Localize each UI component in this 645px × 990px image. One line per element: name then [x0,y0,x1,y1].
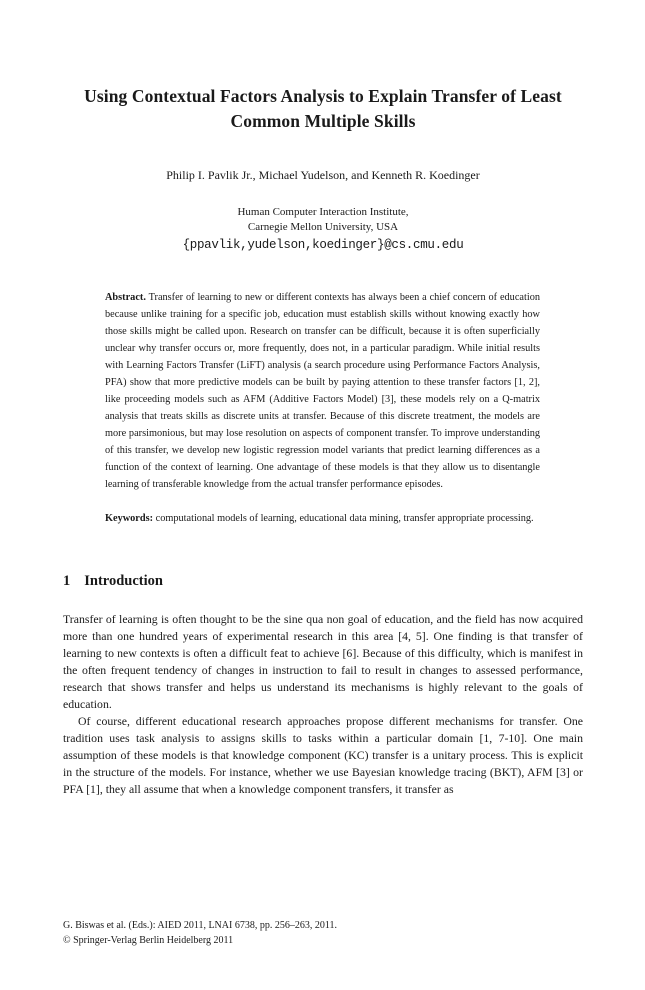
affiliation-line-2: Carnegie Mellon University, USA [247,221,399,233]
page-footer [63,919,583,948]
authors-email: {ppavlik,yudelson,koedinger}@cs.cmu.edu [182,238,464,252]
affiliation-block [63,205,583,235]
paper-content-column [63,0,583,798]
keywords-text: computational models of learning, educational data mining, transfer appropriate processing. [153,513,534,524]
footer-editors-line: G. Biswas et al. (Eds.): AIED 2011, LNAI 6738, pp. 256–263, 2011. [63,920,337,931]
section-1-number: 1 [63,573,71,589]
keywords-label: Keywords: [105,513,154,524]
section-1-title: Introduction [84,573,163,589]
paper-title: Using Contextual Factors Analysis to Explain Transfer of Least Common Multiple Skills [84,86,562,131]
abstract-label: Abstract. [105,292,146,303]
abstract-block [105,289,540,493]
affiliation-line-1: Human Computer Interaction Institute, [237,206,409,218]
abstract-text: Transfer of learning to new or different contexts has always been a chief concern of education because unlike training for a specific job, education must establish skills without knowing exactly how those skills might be called upon. Research on transfer can be difficult, because it is often superficially unclear why transfer occurs or, more frequently, does not, in a particular paradigm. While initial results with Learning Factors Transfer (LiFT) analysis (a search procedure using Performance Factors Analysis, PFA) show that more predictive models can be built by paying attention to these transfer factors [1, 2], like proceeding models such as AFM (Additive Factors Model) [3], these models rely on a Q-matrix analysis that treats skills as discrete units at transfer. Because of this discrete treatment, the models are more parsimonious, but may lose resolution on aspects of component transfer. To improve understanding of this transfer, we develop new logistic regression model variants that predict learning differences as a function of the context of learning. One advantage of these models is that they allow us to disentangle learning of transferable knowledge from the actual transfer performance episodes. [105,292,540,490]
footer-copyright-line: © Springer-Verlag Berlin Heidelberg 2011 [63,934,234,946]
keywords-block [105,510,540,527]
intro-paragraph-2: Of course, different educational research approaches propose different mechanisms for transfer. One tradition uses task analysis to assigns skills to tasks within a particular domain [1, 7-10]. One main assumption of these models is that knowledge component (KC) transfer is a unitary process. This is explicit in the structure of the models. For instance, whether we use Bayesian knowledge tracing (BKT), AFM [3] or PFA [1], they all assume that when a knowledge component transfers, it transfer as [63,714,583,796]
authors-line: Philip I. Pavlik Jr., Michael Yudelson, and Kenneth R. Koedinger [166,168,480,182]
section-1-heading [63,573,583,590]
intro-paragraph-1: Transfer of learning is often thought to be the sine qua non goal of education, and the field has now acquired more than one hundred years of experimental research in this area [4, 5]. One finding is that transfer of learning to new contexts is often a difficult feat to achieve [6]. Because of this difficulty, which is manifest in the often frequent tendency of changes in instruction to fail to result in changes to assessed performance, research that shows transfer and helps us understand its mechanisms is highly relevant to the goals of education. [63,612,583,711]
